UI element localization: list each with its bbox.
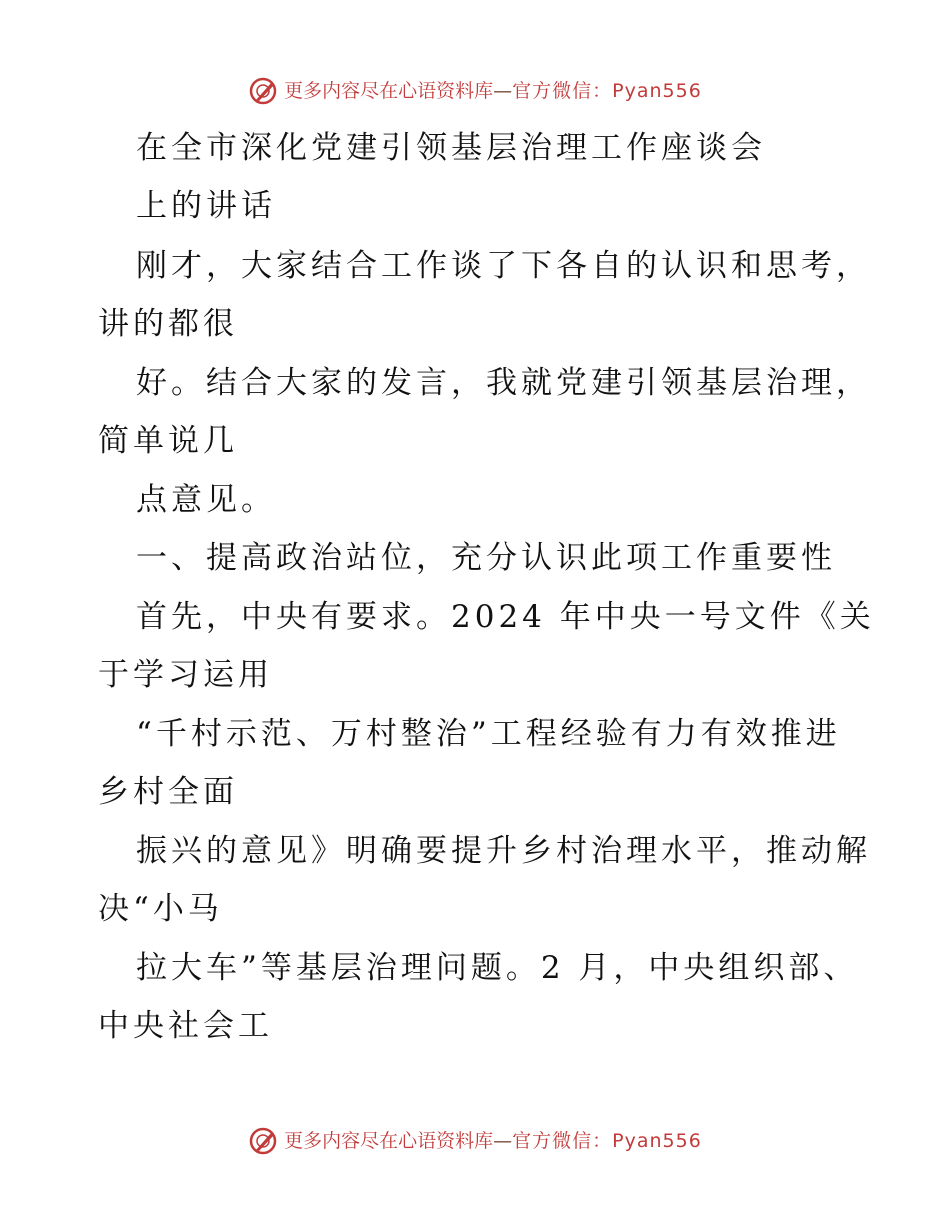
- banner-dash: —: [493, 1130, 513, 1152]
- text-line: 于学习运用: [98, 657, 273, 693]
- text-line: 讲的都很: [98, 306, 238, 342]
- text-line: 点意见。: [136, 482, 276, 518]
- text-line: 好。结合大家的发言，我就党建引领基层治理，: [136, 365, 871, 401]
- document-title-line-2: 上的讲话: [136, 188, 276, 224]
- header-watermark-banner: [0, 76, 950, 106]
- text-line: 乡村全面: [98, 774, 238, 810]
- text-line: 刚才，大家结合工作谈了下各自的认识和思考，: [136, 248, 871, 284]
- banner-main-text: 更多内容尽在心语资料库: [284, 80, 494, 102]
- text-line: 简单说几: [98, 423, 238, 459]
- banner-wechat-text: 官方微信：Pyan556: [512, 1130, 702, 1152]
- quill-seal-logo-icon: [248, 1126, 278, 1156]
- text-line: 首先，中央有要求。2024 年中央一号文件《关: [136, 599, 875, 635]
- text-line: 振兴的意见》明确要提升乡村治理水平，推动解: [136, 833, 871, 869]
- text-line: “千村示范、万村整治”工程经验有力有效推进: [136, 716, 841, 752]
- text-line: 决“小马: [98, 891, 223, 927]
- text-line: 中央社会工: [98, 1008, 273, 1044]
- text-line: 拉大车”等基层治理问题。2 月，中央组织部、: [136, 950, 859, 986]
- footer-watermark-banner: [0, 1126, 950, 1156]
- section-heading: 一、提高政治站位，充分认识此项工作重要性: [136, 540, 836, 576]
- banner-wechat-text: 官方微信：Pyan556: [512, 80, 702, 102]
- quill-seal-logo-icon: [248, 76, 278, 106]
- document-title-line-1: 在全市深化党建引领基层治理工作座谈会: [136, 130, 766, 166]
- banner-main-text: 更多内容尽在心语资料库: [284, 1130, 494, 1152]
- banner-dash: —: [493, 80, 513, 102]
